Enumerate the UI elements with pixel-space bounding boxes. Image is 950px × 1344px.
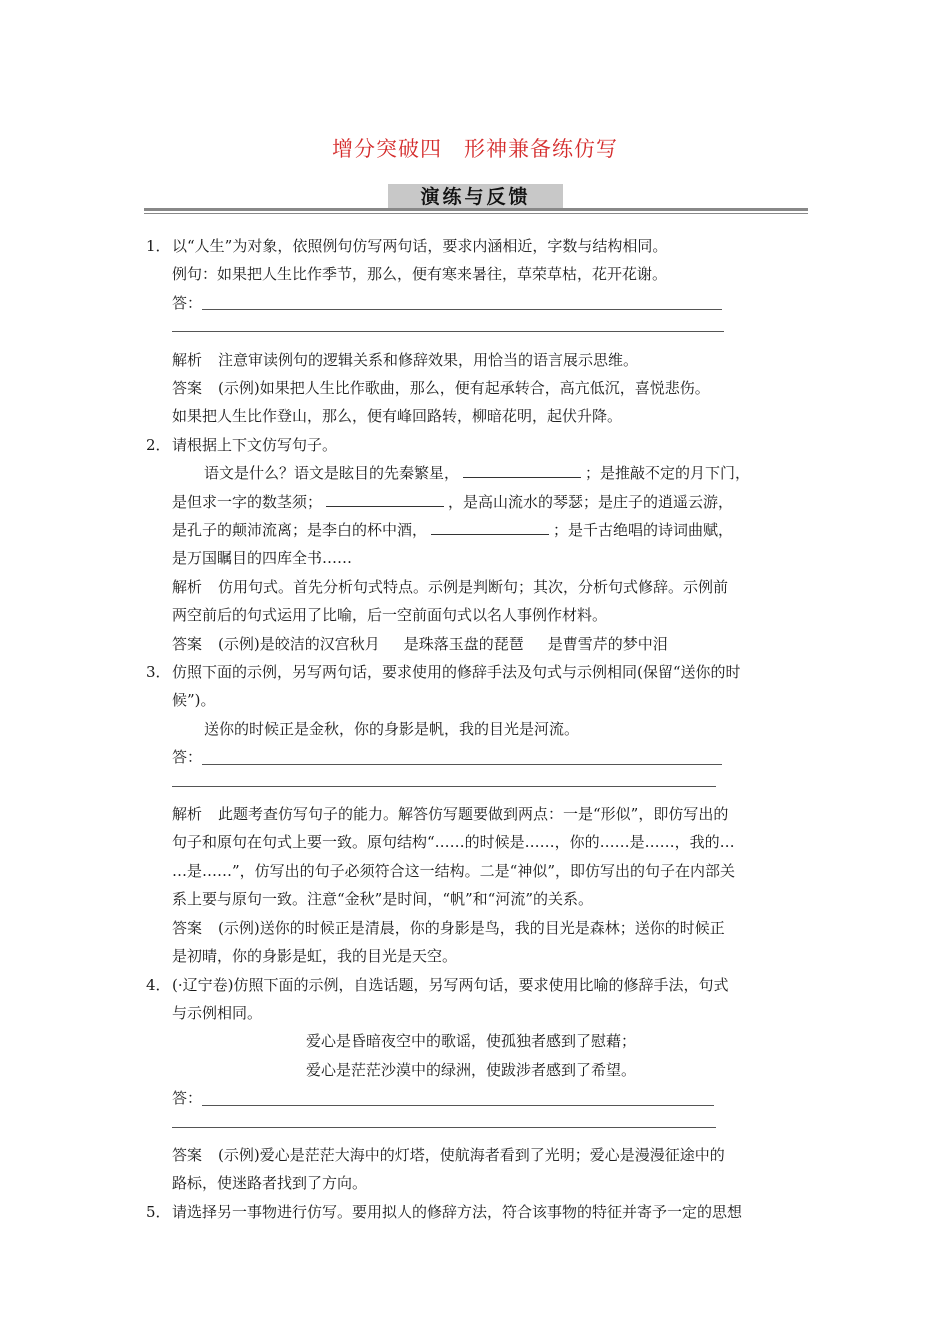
answer <box>146 914 810 942</box>
question-stem <box>146 971 810 999</box>
question-text: 候”)。 <box>172 691 216 710</box>
analysis-text: 此题考查仿写句子的能力。解答仿写题要做到两点：一是“形似”，即仿写出的 <box>218 805 729 824</box>
answer-underline <box>202 309 722 310</box>
question-text: 请选择另一事物进行仿写。要用拟人的修辞方法，符合该事物的特征并寄予一定的思想 <box>172 1202 743 1221</box>
answer-text: (示例)送你的时候正是清晨，你的身影是鸟，我的目光是森林；送你的时候正 <box>218 918 725 937</box>
passage-line: 是万国瞩目的四库全书…… <box>172 549 353 568</box>
question-number: 3． <box>146 663 171 682</box>
question-number: 1． <box>146 237 171 255</box>
answer-text: 是珠落玉盘的琵琶 <box>403 634 524 653</box>
analysis-tag: 解析 <box>172 805 203 824</box>
analysis-tag: 解析 <box>172 350 203 369</box>
answer-blank[interactable] <box>146 1084 810 1112</box>
analysis <box>146 573 810 601</box>
question-2 <box>146 431 810 658</box>
answer-tag: 答案 <box>172 379 203 397</box>
answer <box>146 374 810 402</box>
question-5 <box>146 1198 810 1226</box>
answer-blank[interactable] <box>146 743 810 771</box>
passage-text: ，是高山流水的琴瑟；是庄子的逍遥云游， <box>448 492 734 511</box>
answer-text: (示例)是皎洁的汉宫秋月 <box>218 634 380 653</box>
question-4 <box>146 971 810 1198</box>
question-number: 5． <box>146 1202 171 1221</box>
example-sentence: 爱心是茫茫沙漠中的绿洲，使跋涉者感到了希望。 <box>306 1060 637 1079</box>
question-number: 2． <box>146 435 171 454</box>
question-1 <box>146 232 810 431</box>
analysis-text: 注意审读例句的逻辑关系和修辞效果，用恰当的语言展示思维。 <box>218 350 639 369</box>
answer-blank[interactable] <box>146 289 810 317</box>
passage-line <box>146 459 810 487</box>
fill-blank[interactable] <box>431 518 549 535</box>
analysis-text: 系上要与原句一致。注意“金秋”是时间，“帆”和“河流”的关系。 <box>172 890 594 909</box>
question-text: 仿照下面的示例，另写两句话，要求使用的修辞手法及句式与示例相同(保留“送你的时 <box>172 663 741 682</box>
passage-text: 是但求一字的数茎须； <box>172 492 323 511</box>
answer-text: 是曹雪芹的梦中泪 <box>547 634 668 653</box>
answer-blank[interactable] <box>146 772 810 800</box>
question-text: 以“人生”为对象，依照例句仿写两句话，要求内涵相近，字数与结构相同。 <box>172 237 668 255</box>
answer-underline <box>172 331 724 332</box>
section-banner-label: 演练与反馈 <box>420 186 531 208</box>
analysis-text: 仿用句式。首先分析句式特点。示例是判断句；其次，分析句式修辞。示例前 <box>218 577 729 596</box>
answer <box>146 630 810 658</box>
answer-blank[interactable] <box>146 1113 810 1141</box>
question-text: 请根据上下文仿写句子。 <box>172 435 338 454</box>
answer-blank[interactable] <box>146 317 810 345</box>
analysis-tag: 解析 <box>172 577 203 596</box>
page-title: 增分突破四 形神兼备练仿写 <box>332 137 618 161</box>
example-sentence: 例句：如果把人生比作季节，那么，便有寒来暑往，草荣草枯，花开花谢。 <box>172 265 668 284</box>
exercise-list <box>146 232 810 1226</box>
answer-label: 答： <box>172 748 203 767</box>
answer-tag: 答案 <box>172 1145 203 1164</box>
question-text: (·辽宁卷)仿照下面的示例，自选话题，另写两句话，要求使用比喻的修辞手法，句式 <box>172 975 729 994</box>
question-stem <box>146 1198 810 1226</box>
passage-line <box>146 516 810 544</box>
question-stem <box>146 658 810 686</box>
analysis-text: 两空前后的句式运用了比喻，后一空前面句式以名人事例作材料。 <box>172 606 608 625</box>
analysis <box>146 346 810 374</box>
answer-label: 答： <box>172 1089 203 1108</box>
answer-underline <box>202 764 722 765</box>
question-text: 与示例相同。 <box>172 1003 263 1022</box>
passage-line <box>146 488 810 516</box>
answer-tag: 答案 <box>172 634 203 653</box>
answer-label: 答： <box>172 293 203 312</box>
analysis <box>146 800 810 828</box>
divider-thick <box>144 208 808 211</box>
question-3 <box>146 658 810 970</box>
question-number: 4． <box>146 975 171 994</box>
passage-text: ；是推敲不定的月下门， <box>585 464 751 483</box>
answer-tag: 答案 <box>172 918 203 937</box>
answer-text: 路标，使迷路者找到了方向。 <box>172 1174 368 1193</box>
divider-thin <box>144 213 808 214</box>
answer-text: (示例)爱心是茫茫大海中的灯塔，使航海者看到了光明；爱心是漫漫征途中的 <box>218 1145 725 1164</box>
answer-underline <box>172 1127 716 1128</box>
example-sentence: 爱心是昏暗夜空中的歌谣，使孤独者感到了慰藉； <box>306 1032 637 1051</box>
fill-blank[interactable] <box>463 461 581 478</box>
answer-underline <box>202 1105 714 1106</box>
passage-text: 语文是什么？语文是眩目的先秦繁星， <box>204 464 460 483</box>
question-stem <box>146 232 810 260</box>
answer <box>146 1141 810 1169</box>
section-banner <box>144 178 808 216</box>
answer-text: 是初晴，你的身影是虹，我的目光是天空。 <box>172 947 458 966</box>
answer-text: 如果把人生比作登山，那么，便有峰回路转，柳暗花明，起伏升降。 <box>172 407 623 426</box>
question-stem <box>146 431 810 459</box>
example-sentence: 送你的时候正是金秋，你的身影是帆，我的目光是河流。 <box>204 719 580 738</box>
answer-underline <box>172 786 716 787</box>
passage-text: ；是千古绝唱的诗词曲赋， <box>553 521 734 540</box>
fill-blank[interactable] <box>326 490 444 507</box>
analysis-text: …是……”，仿写出的句子必须符合这一结构。二是“神似”，即仿写出的句子在内部关 <box>172 861 736 880</box>
analysis-text: 句子和原句在句式上要一致。原句结构“……的时候是……，你的……是……，我的… <box>172 833 735 852</box>
passage-text: 是孔子的颠沛流离；是李白的杯中酒， <box>172 521 428 540</box>
answer-text: (示例)如果把人生比作歌曲，那么，便有起承转合，高亢低沉，喜悦悲伤。 <box>218 379 710 397</box>
